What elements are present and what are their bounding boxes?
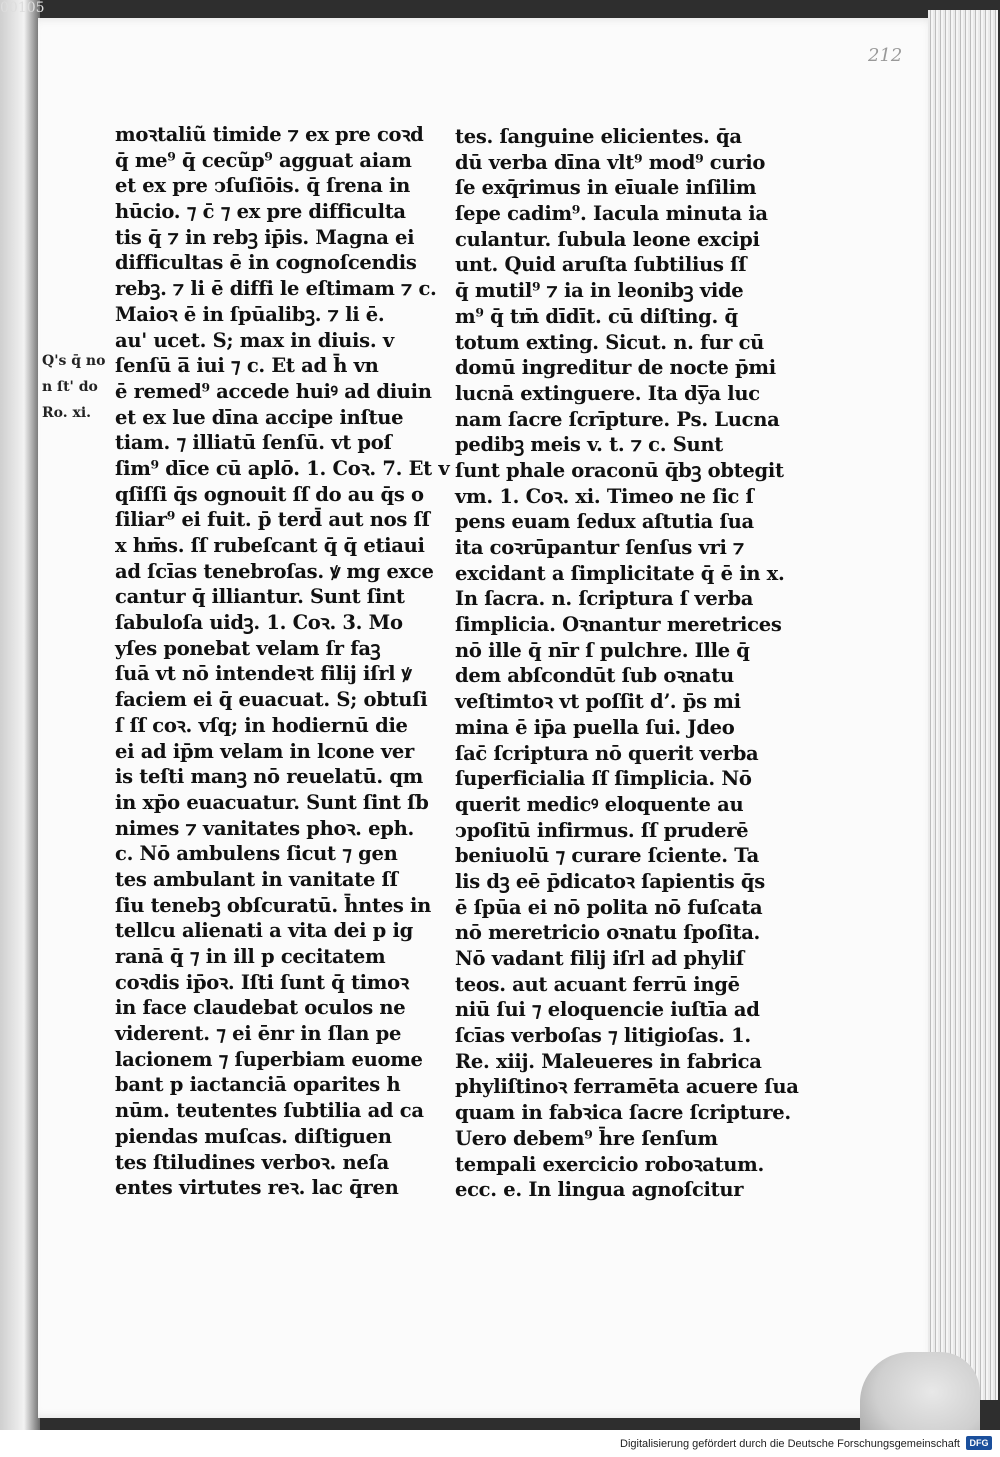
top-edge-label: 00105 <box>0 0 45 16</box>
text-line: querit medicꝰ eloquente au <box>455 792 744 816</box>
text-line: ſenſū a̅ iui ⁊ c. Et ad h̄ vn <box>115 354 379 378</box>
text-line: ſ ſſ coꝛ. vſq; in hodiernū die <box>115 713 408 737</box>
text-line: unt. Quid aruſta ſubtilius ſſ <box>455 253 747 277</box>
text-line: in xp̄o euacuatur. Sunt ſint ſb <box>115 790 429 814</box>
text-line: ei ad ip̄m velam in lcone ver <box>115 739 414 763</box>
text-line: yſes ponebat velam ſr faꝫ <box>115 636 381 660</box>
text-line: pedibꝫ meis v. t. ⁊ c. Sunt <box>455 433 723 457</box>
text-line: culantur. ſubula leone excipi <box>455 227 760 251</box>
text-line: bant p iactanciā oparites h <box>115 1073 401 1097</box>
text-line: tes ambulant in vanitate ſſ <box>115 867 398 891</box>
text-line: ſiu tenebꝫ obſcuratū. h̄ntes in <box>115 893 432 917</box>
text-line: tiam. ⁊ illiatū ſenſū. vt poſ <box>115 431 392 455</box>
text-line: lacionem ⁊ ſuperbiam euome <box>115 1047 423 1071</box>
text-line: hūcio. ⁊ c̄ ⁊ ex pre difficulta <box>115 200 406 224</box>
text-line: Q's q̄ no <box>42 353 106 369</box>
text-line: cantur q̄ illiantur. Sunt ſint <box>115 585 405 609</box>
text-line: ē remed⁹ accede huiꝰ ad diuin <box>115 379 432 403</box>
text-line: q̄ mutil⁹ ⁊ ia in leonibꝫ vide <box>455 279 744 303</box>
text-line: tis q̄ ⁊ in rebꝫ ip̄is. Magna ei <box>115 225 415 249</box>
text-line: viderent. ⁊ ei ēnr in ſlan pe <box>115 1022 402 1046</box>
text-line: ē ſpūa ei nō polita nō fuſcata <box>455 895 763 919</box>
text-line: ſimplicia. Oꝛnantur meretrices <box>455 613 782 637</box>
text-line: n ſt' do <box>42 379 98 395</box>
text-line: tempali exercicio roboꝛatum. <box>455 1152 764 1176</box>
text-line: qſiſſi q̄s ognouit ſſ do au q̄s o <box>115 482 424 506</box>
text-line: Uero debem⁹ h̄re ſenſum <box>455 1126 718 1150</box>
text-line: ſcīas verboſas ⁊ litigioſas. 1. <box>455 1024 751 1048</box>
text-line: q̄ me⁹ q̄ cecũp⁹ agguat aiam <box>115 148 412 172</box>
text-line: ita coꝛrūpantur ſenſus vri ⁊ <box>455 536 744 559</box>
text-line: entes virtutes reꝛ. lac q̄ren <box>115 1176 399 1200</box>
text-line: vm. 1. Coꝛ. xi. Timeo ne ſic ſ <box>455 484 754 508</box>
text-line: ſac̄ ſcriptura nō querit verba <box>455 741 759 765</box>
page-edges <box>928 10 998 1400</box>
left-column <box>115 122 450 1201</box>
text-line: ſepe cadim⁹. Iacula minuta ia <box>455 202 768 226</box>
dfg-logo: DFG <box>966 1436 992 1450</box>
text-line: difficultas ē in cognoſcendis <box>115 251 417 275</box>
text-line: quam in fabꝛica ſacre ſcripture. <box>455 1101 791 1125</box>
text-line: ſiliar⁹ ei fuit. p̄ terd̄ aut nos ſſ <box>115 508 430 532</box>
text-line: ſunt phale oraconū q̄bꝫ obtegit <box>455 458 784 482</box>
text-line: c. Nō ambulens ſicut ⁊ gen <box>115 842 398 866</box>
text-line: ſim⁹ dīce cū aplō. 1. Coꝛ. 7. Et v <box>115 456 450 480</box>
text-line: ſuperficialia ſſ ſimplicia. Nō <box>455 767 752 791</box>
text-line: nūm. teutentes ſubtilia ad ca <box>115 1099 424 1123</box>
text-line: beniuolū ⁊ curare ſciente. Ta <box>455 844 759 868</box>
footer-bar <box>0 1430 1000 1457</box>
text-line: nō ille q̄ nīr ſ pulchre. Ille q̄ <box>455 638 750 662</box>
folio-number: 212 <box>868 45 903 66</box>
text-line: ad ſcīas tenebroſas. ꝟ mg exce <box>115 559 434 583</box>
previous-page-edge <box>0 0 40 1430</box>
text-line: ſe exq̄rimus in eīuale inſilim <box>455 176 757 200</box>
text-line: teos. aut acuant ferrū ingē <box>455 972 740 996</box>
text-line: mina ē ip̄a puella ſui. Jdeo <box>455 715 735 739</box>
text-line: phyliſtinoꝛ ferramēta acuere ſua <box>455 1075 799 1099</box>
text-line: Ro. xi. <box>42 405 92 421</box>
text-line: et ex pre ↄſuſiōis. q̄ ſrena in <box>115 174 411 198</box>
text-line: lis dꝫ eē p̄dicatoꝛ ſapientis q̄s <box>455 869 765 893</box>
text-line: ſuā vt nō intendeꝛt filij iſrl ꝟ <box>115 662 412 686</box>
text-line: domū ingreditur de nocte p̄mi <box>455 356 776 380</box>
margin-gloss <box>42 348 105 426</box>
right-column <box>455 124 799 1203</box>
text-line: faciem ei q̄ euacuat. S; obtuſi <box>115 688 428 712</box>
text-line: moꝛtaliũ timide ⁊ ex pre coꝛd <box>115 123 424 146</box>
text-line: Re. xiij. Maleueres in fabrica <box>455 1049 762 1073</box>
text-line: ſabuloſa uidꝫ. 1. Coꝛ. 3. Mo <box>115 611 403 635</box>
text-line: pens euam ſedux aſtutia ſua <box>455 510 754 534</box>
text-line: tes ſtiludines verboꝛ. neſa <box>115 1150 389 1174</box>
text-line: m⁹ q̄ tm̄ dīdīt. cū diſting. q̄ <box>455 304 738 328</box>
text-line: lucnā extinguere. Ita dy̅a luc <box>455 381 760 405</box>
text-line: au' ucet. S; max in diuis. v <box>115 328 394 352</box>
funding-credit: Digitalisierung gefördert durch die Deutsche Forschungsgemeinschaft <box>620 1438 960 1450</box>
text-line: nam ſacre ſcrīpture. Ps. Lucna <box>455 407 780 431</box>
text-line: dem abſcondūt ſub oꝛnatu <box>455 664 734 688</box>
text-line: in face claudebat oculos ne <box>115 996 406 1020</box>
text-line: ranā q̄ ⁊ in ill p cecitatem <box>115 945 386 968</box>
text-line: In ſacra. n. ſcriptura ſ verba <box>455 587 754 611</box>
text-line: Nō vadant filij iſrl ad phyliſ <box>455 947 744 970</box>
text-line: niū ſui ⁊ eloquencie iuſtīa ad <box>455 998 760 1022</box>
text-line: ↄpoſitū infirmus. ſſ pruderē <box>455 818 749 842</box>
text-line: ecc. e. In lingua agnoſcitur <box>455 1178 744 1202</box>
text-line: piendas muſcas. diſtiguen <box>115 1124 392 1148</box>
text-line: dū verba dīna vlt⁹ mod⁹ curio <box>455 150 766 174</box>
text-line: nō meretricio oꝛnatu ſpoſita. <box>455 921 761 945</box>
text-line: x hm̄s. ſſ rubeſcant q̄ q̄ etiaui <box>115 534 425 557</box>
text-line: excidant a ſimplicitate q̄ ē in x. <box>455 561 785 585</box>
text-line: is teſti manꝫ nō reuelatū. qm <box>115 765 423 789</box>
text-line: rebꝫ. ⁊ li ē diffi le eſtimam ⁊ c. <box>115 277 437 301</box>
text-line: totum exting. Sicut. n. fur cū <box>455 330 765 354</box>
text-line: et ex lue dīna accipe inſtue <box>115 405 404 429</box>
text-line: tes. ſanguine elicientes. q̄a <box>455 125 742 148</box>
text-line: nimes ⁊ vanitates phoꝛ. eph. <box>115 816 414 840</box>
text-line: tellcu alienati a vita dei p ig <box>115 919 413 943</box>
text-line: Maioꝛ ē in ſpūalibꝫ. ⁊ li ē. <box>115 302 385 326</box>
text-line: veſtimtoꝛ vt poſſit dʼ. p̄s mi <box>455 690 741 714</box>
text-line: coꝛdis ip̄oꝛ. Iſti ſunt q̄ timoꝛ <box>115 970 409 994</box>
